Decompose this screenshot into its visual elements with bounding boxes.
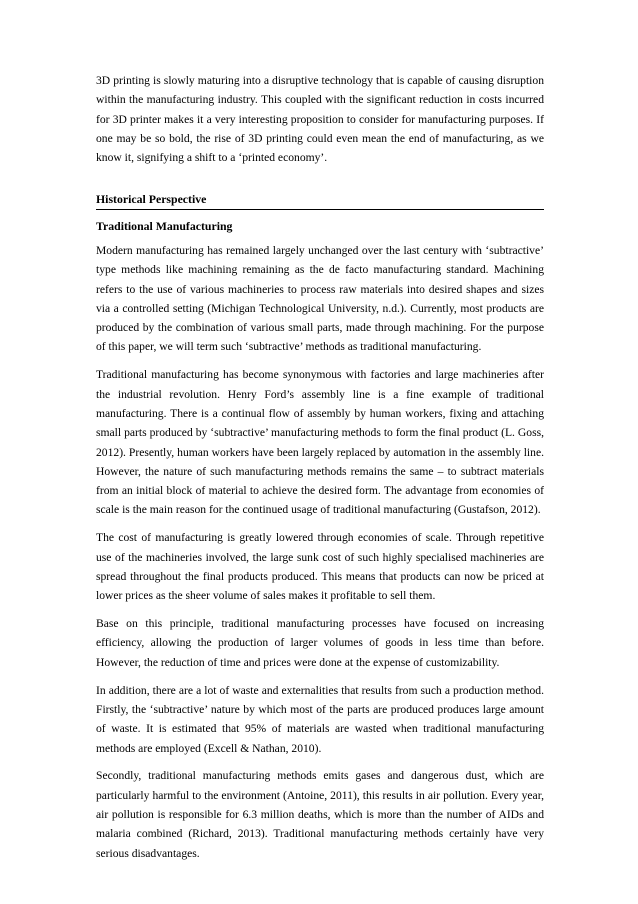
body-content — [96, 241, 544, 871]
section-heading: Historical Perspective — [96, 189, 544, 210]
paragraph: Modern manufacturing has remained largely unchanged over the last century with ‘subtractive’ type methods like machining remaining as the de facto manufacturing standard. Machining refers to the use of various machineries to process raw materials into desired shapes and sizes via a controlled setting (Michigan Technological University, n.d.). Currently, most products are produced by the combination of various small parts, made through machining. For the purpose of this paper, we will term such ‘subtractive’ methods as traditional manufacturing. — [96, 244, 544, 354]
paragraph: Traditional manufacturing has become synonymous with factories and large machineries after the industrial revolution. Henry Ford’s assembly line is a fine example of traditional manufacturing. There is a continual flow of assembly by human workers, fixing and attaching small parts produced by ‘subtractive’ manufacturing methods to form the final product (L. Goss, 2012). Presently, human workers have been largely replaced by automation in the assembly line. However, the nature of such manufacturing methods remains the same – to subtract materials from an initial block of material to achieve the desired form. The advantage from economies of scale is the main reason for the continued usage of traditional manufacturing (Gustafson, 2012). — [96, 368, 544, 517]
paragraph: Secondly, traditional manufacturing methods emits gases and dangerous dust, which are particularly harmful to the environment (Antoine, 2011), this results in air pollution. Every year, air pollution is responsible for 6.3 million deaths, which is more than the number of AIDs and malaria combined (Richard, 2013). Traditional manufacturing methods certainly have very serious disadvantages. — [96, 769, 544, 860]
paragraph: Base on this principle, traditional manufacturing processes have focused on increasing efficiency, allowing the production of larger volumes of goods in less time than before. However, the reduction of time and prices were done at the expense of customizability. — [96, 617, 544, 669]
paragraph: The cost of manufacturing is greatly lowered through economies of scale. Through repetitive use of the machineries involved, the large sunk cost of such highly specialised machineries are spread throughout the final products produced. This means that products can now be priced at lower prices as the sheer volume of sales makes it profitable to sell them. — [96, 531, 544, 603]
intro-paragraph: 3D printing is slowly maturing into a disruptive technology that is capable of causing disruption within the manufacturing industry. This coupled with the significant reduction in costs incurred for 3D printer makes it a very interesting proposition to consider for manufacturing purposes. If one may be so bold, the rise of 3D printing could even mean the end of manufacturing, as we know it, signifying a shift to a ‘printed economy’. — [96, 74, 544, 165]
sub-heading: Traditional Manufacturing — [96, 219, 233, 233]
paragraph: In addition, there are a lot of waste and externalities that results from such a production method. Firstly, the ‘subtractive’ nature by which most of the parts are produced produces large amount of waste. It is estimated that 95% of materials are wasted when traditional manufacturing methods are employed (Excell & Nathan, 2010). — [96, 683, 544, 755]
